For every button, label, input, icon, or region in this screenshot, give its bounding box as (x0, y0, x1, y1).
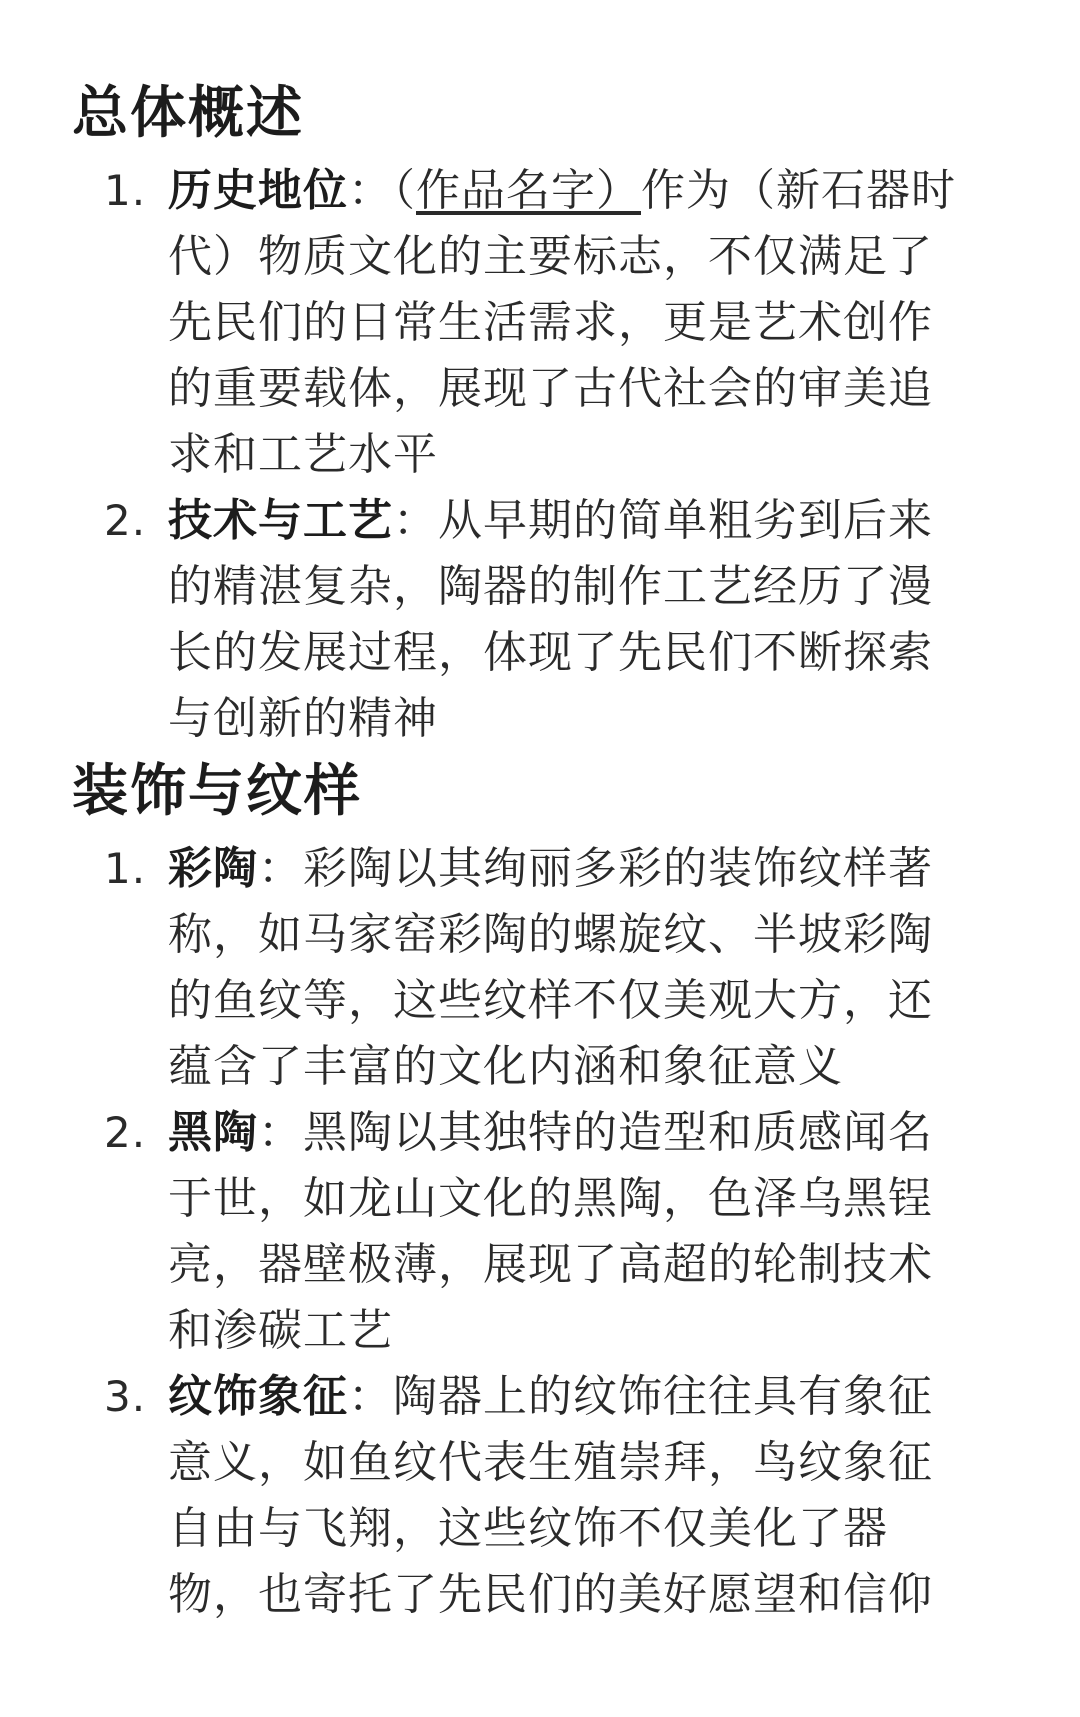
item-term: 黑陶 (168, 1107, 258, 1158)
section-decoration (72, 756, 1080, 1628)
list-item (72, 1100, 972, 1364)
item-term: 技术与工艺 (168, 495, 393, 546)
section-overview (72, 78, 1080, 752)
item-term: 历史地位 (168, 165, 348, 216)
numbered-list (72, 836, 1080, 1628)
list-number: 1. (104, 166, 147, 215)
section-heading: 装饰与纹样 (72, 759, 362, 824)
item-term: 纹饰象征 (168, 1371, 348, 1422)
item-underlined-placeholder: 作品名字） (416, 165, 641, 216)
item-colon: ： (258, 843, 303, 894)
item-term: 彩陶 (168, 843, 258, 894)
list-number: 3. (104, 1372, 147, 1421)
item-colon: ： (348, 1371, 393, 1422)
list-item (72, 158, 972, 488)
list-number: 1. (104, 844, 147, 893)
list-number: 2. (104, 496, 147, 545)
item-text: 陶器上的纹饰往往具有象征意义，如鱼纹代表生殖崇拜，鸟纹象征自由与飞翔，这些纹饰不仅美化了器物，也寄托了先民们的美好愿望和信仰 (168, 1371, 933, 1620)
list-item (72, 1364, 972, 1628)
item-text: 从早期的简单粗劣到后来的精湛复杂，陶器的制作工艺经历了漫长的发展过程，体现了先民们不断探索与创新的精神 (168, 495, 933, 744)
list-item (72, 488, 972, 752)
section-heading: 总体概述 (72, 81, 304, 146)
item-text: 黑陶以其独特的造型和质感闻名于世，如龙山文化的黑陶，色泽乌黑锃亮，器壁极薄，展现了高超的轮制技术和渗碳工艺 (168, 1107, 933, 1356)
list-item (72, 836, 972, 1100)
item-colon: ： (258, 1107, 303, 1158)
list-number: 2. (104, 1108, 147, 1157)
numbered-list (72, 158, 1080, 752)
item-colon: ： (348, 165, 393, 216)
item-colon: ： (393, 495, 438, 546)
item-open-paren: （ (393, 165, 416, 216)
item-text: 彩陶以其绚丽多彩的装饰纹样著称，如马家窑彩陶的螺旋纹、半坡彩陶的鱼纹等，这些纹样不仅美观大方，还蕴含了丰富的文化内涵和象征意义 (168, 843, 933, 1092)
item-text: 作为（新石器时代）物质文化的主要标志，不仅满足了先民们的日常生活需求，更是艺术创作的重要载体，展现了古代社会的审美追求和工艺水平 (168, 165, 956, 480)
